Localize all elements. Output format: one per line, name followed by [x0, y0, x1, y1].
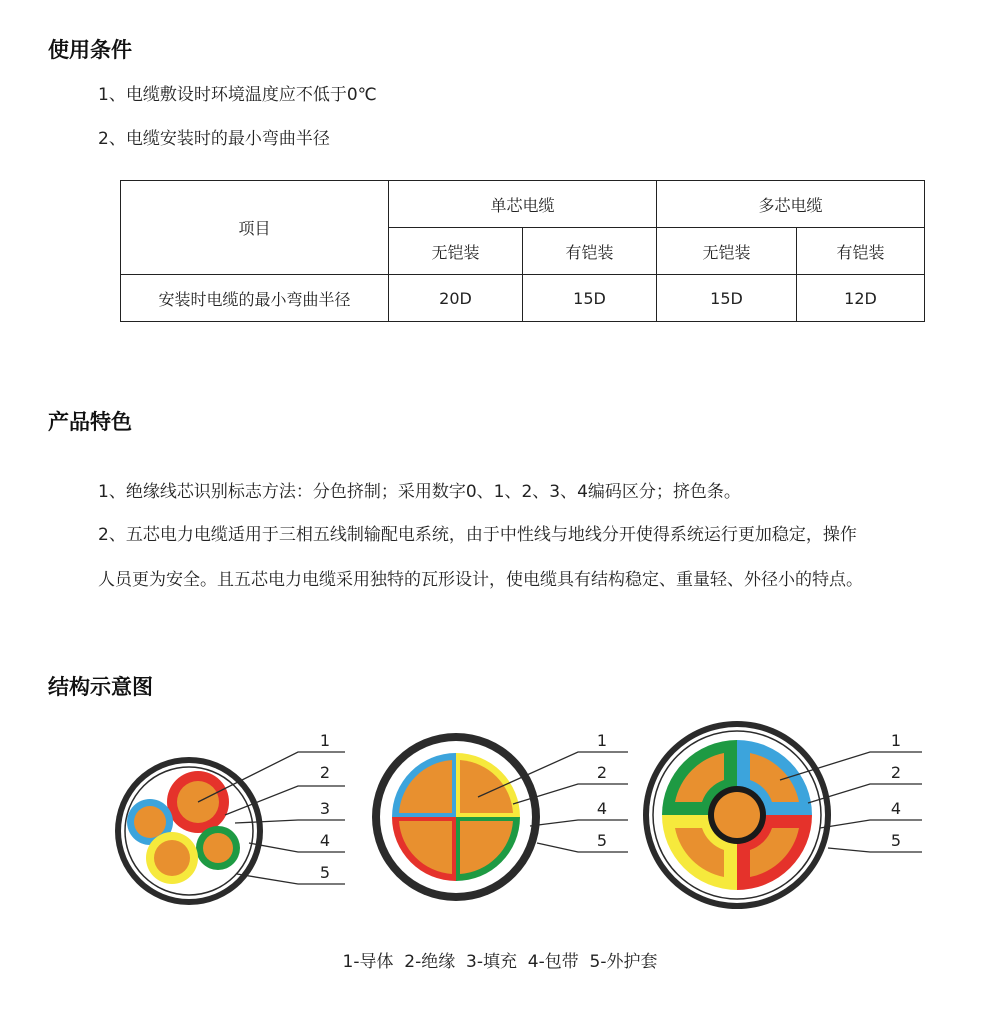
unarmored-header-1: 无铠装 [389, 228, 523, 275]
multi-core-header: 多芯电缆 [657, 181, 925, 228]
unarmored-header-2: 无铠装 [657, 228, 797, 275]
usage-title: 使用条件 [48, 38, 132, 62]
diagram1-label: 5 [319, 863, 331, 882]
structure-title: 结构示意图 [48, 675, 153, 699]
structure-legend: 1-导体 2-绝缘 3-填充 4-包带 5-外护套 [342, 952, 658, 972]
row-label: 安装时电缆的最小弯曲半径 [121, 275, 389, 322]
diagram1-label: 1 [319, 731, 331, 750]
value-cell: 15D [657, 275, 797, 322]
armored-header-2: 有铠装 [797, 228, 925, 275]
features-title: 产品特色 [48, 410, 132, 434]
diagram2-label: 2 [596, 763, 608, 782]
conductor [154, 840, 190, 876]
diagram1-label: 4 [319, 831, 331, 850]
item-header: 项目 [121, 181, 389, 275]
diagram1-label: 3 [319, 799, 331, 818]
conductor [134, 806, 166, 838]
armored-header-1: 有铠装 [523, 228, 657, 275]
usage-line-1: 1、电缆敷设时环境温度应不低于0℃ [98, 85, 377, 105]
diagram3-label: 4 [890, 799, 902, 818]
diagram3-label: 2 [890, 763, 902, 782]
value-cell: 20D [389, 275, 523, 322]
diagram3-label: 1 [890, 731, 902, 750]
value-cell: 15D [523, 275, 657, 322]
cable-diagram-3 [643, 721, 922, 909]
cable-structure-diagrams [0, 710, 1000, 925]
diagram2-label: 1 [596, 731, 608, 750]
conductor [203, 833, 233, 863]
diagram3-label: 5 [890, 831, 902, 850]
single-core-header: 单芯电缆 [389, 181, 657, 228]
cable-diagram-2 [372, 731, 628, 901]
diagram2-label: 5 [596, 831, 608, 850]
table-row [121, 275, 925, 322]
value-cell: 12D [797, 275, 925, 322]
cable-diagram-1 [115, 731, 345, 905]
features-line-1: 1、绝缘线芯识别标志方法：分色挤制；采用数字0、1、2、3、4编码区分；挤色条。 [98, 482, 741, 502]
features-line-3: 人员更为安全。且五芯电力电缆采用独特的瓦形设计，使电缆具有结构稳定、重量轻、外径小的特点。 [98, 570, 863, 590]
diagram2-label: 4 [596, 799, 608, 818]
usage-line-2: 2、电缆安装时的最小弯曲半径 [98, 129, 330, 149]
features-line-2: 2、五芯电力电缆适用于三相五线制输配电系统，由于中性线与地线分开使得系统运行更加稳定，操作 [98, 525, 857, 545]
center-conductor [714, 792, 760, 838]
bending-radius-table [120, 180, 925, 322]
diagram1-label: 2 [319, 763, 331, 782]
